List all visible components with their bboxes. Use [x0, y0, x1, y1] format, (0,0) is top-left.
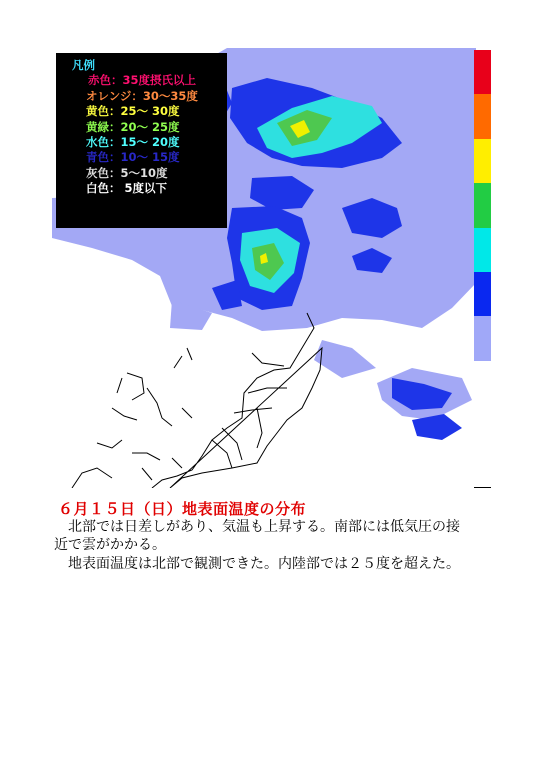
coastlines	[72, 313, 322, 488]
color-scale-segment	[474, 272, 491, 316]
caption-title: ６月１５日（日）地表面温度の分布	[58, 500, 307, 518]
coast-fragments	[72, 348, 192, 488]
color-scale-segment	[474, 139, 491, 183]
legend-entry: 青色：10〜 15度	[86, 150, 180, 165]
legend-entry: 灰色：5〜10度	[86, 165, 168, 180]
cloud-area	[314, 340, 376, 378]
legend-entry: 黄緑：20〜 25度	[86, 119, 180, 134]
caption-paragraph-1: 北部では日差しがあり、気温も上昇する。南部には低気圧の接近で雲がかかる。	[54, 519, 460, 553]
scale-tick	[474, 487, 491, 488]
legend-entry: オレンジ：30〜35度	[86, 88, 198, 103]
legend-entry: 黄色：25〜 30度	[86, 104, 180, 119]
color-scale-segment	[474, 94, 491, 138]
caption-paragraph-2: 地表面温度は北部で観測できた。内陸部では２５度を超えた。	[54, 556, 460, 572]
color-scale-segment	[474, 316, 491, 360]
map-legend	[56, 53, 227, 228]
color-scale-bar	[474, 50, 491, 361]
honshu-outline	[152, 313, 322, 488]
color-scale-segment	[474, 228, 491, 272]
legend-entry: 白色： 5度以下	[86, 181, 168, 196]
legend-entry: 赤色：35度摂氏以上	[88, 73, 197, 88]
prefecture-lines	[132, 353, 287, 480]
color-scale-segment	[474, 183, 491, 227]
legend-title: 凡例	[72, 58, 95, 72]
legend-entry: 水色：15〜 20度	[86, 135, 180, 150]
color-scale-segment	[474, 50, 491, 94]
